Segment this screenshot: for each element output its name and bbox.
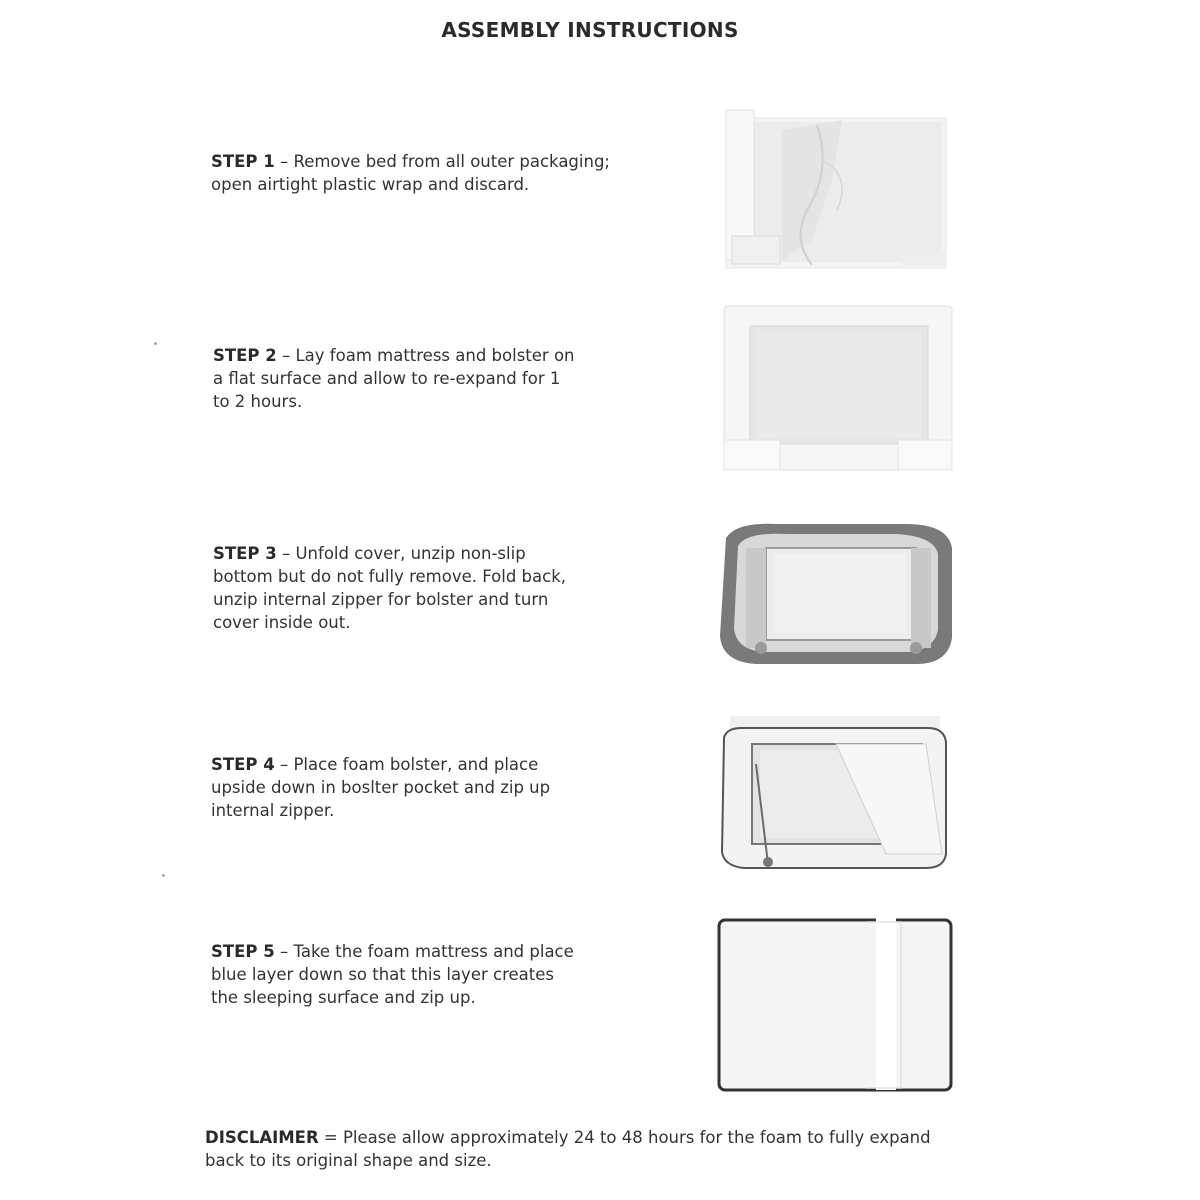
- step-2-photo: [722, 304, 954, 474]
- step-line: cover inside out.: [213, 613, 351, 632]
- step-line: to 2 hours.: [213, 392, 303, 411]
- step-3-photo: [716, 518, 956, 668]
- step-2-text: [213, 344, 643, 413]
- disclaimer-label: DISCLAIMER: [205, 1128, 319, 1147]
- step-separator: –: [274, 942, 294, 961]
- step-line: unzip internal zipper for bolster and turn: [213, 590, 549, 609]
- step-3-text: [213, 542, 643, 634]
- step-line: Remove bed from all outer packaging;: [293, 152, 610, 171]
- step-line: the sleeping surface and zip up.: [211, 988, 476, 1007]
- step-line: upside down in boslter pocket and zip up: [211, 778, 551, 797]
- step-line: blue layer down so that this layer creates: [211, 965, 554, 984]
- step-label: STEP 2: [213, 346, 277, 365]
- scan-speck: [162, 874, 165, 877]
- step-label: STEP 1: [211, 152, 275, 171]
- step-5-text: [211, 940, 641, 1009]
- step-4-text: [211, 753, 641, 822]
- step-label: STEP 3: [213, 544, 277, 563]
- step-1-text: [211, 150, 641, 196]
- disclaimer-line: Please allow approximately 24 to 48 hours for the foam to fully expand: [342, 1128, 931, 1147]
- step-line: Place foam bolster, and place: [293, 755, 539, 774]
- step-separator: –: [274, 152, 294, 171]
- page-title: ASSEMBLY INSTRUCTIONS: [441, 18, 739, 42]
- step-4-photo: [716, 714, 952, 874]
- step-separator: –: [276, 346, 296, 365]
- disclaimer-separator: =: [318, 1128, 343, 1147]
- step-line: Take the foam mattress and place: [293, 942, 574, 961]
- step-separator: –: [274, 755, 294, 774]
- step-line: a flat surface and allow to re-expand for 1: [213, 369, 561, 388]
- disclaimer-line: back to its original shape and size.: [205, 1151, 492, 1170]
- step-separator: –: [276, 544, 296, 563]
- scan-speck: [154, 342, 157, 345]
- step-label: STEP 5: [211, 942, 275, 961]
- step-line: Unfold cover, unzip non-slip: [295, 544, 526, 563]
- step-line: internal zipper.: [211, 801, 335, 820]
- step-line: bottom but do not fully remove. Fold back,: [213, 567, 566, 586]
- step-label: STEP 4: [211, 755, 275, 774]
- step-1-photo: [722, 100, 952, 272]
- disclaimer: [205, 1126, 965, 1172]
- step-line: Lay foam mattress and bolster on: [295, 346, 575, 365]
- step-line: open airtight plastic wrap and discard.: [211, 175, 530, 194]
- step-5-photo: [716, 916, 956, 1094]
